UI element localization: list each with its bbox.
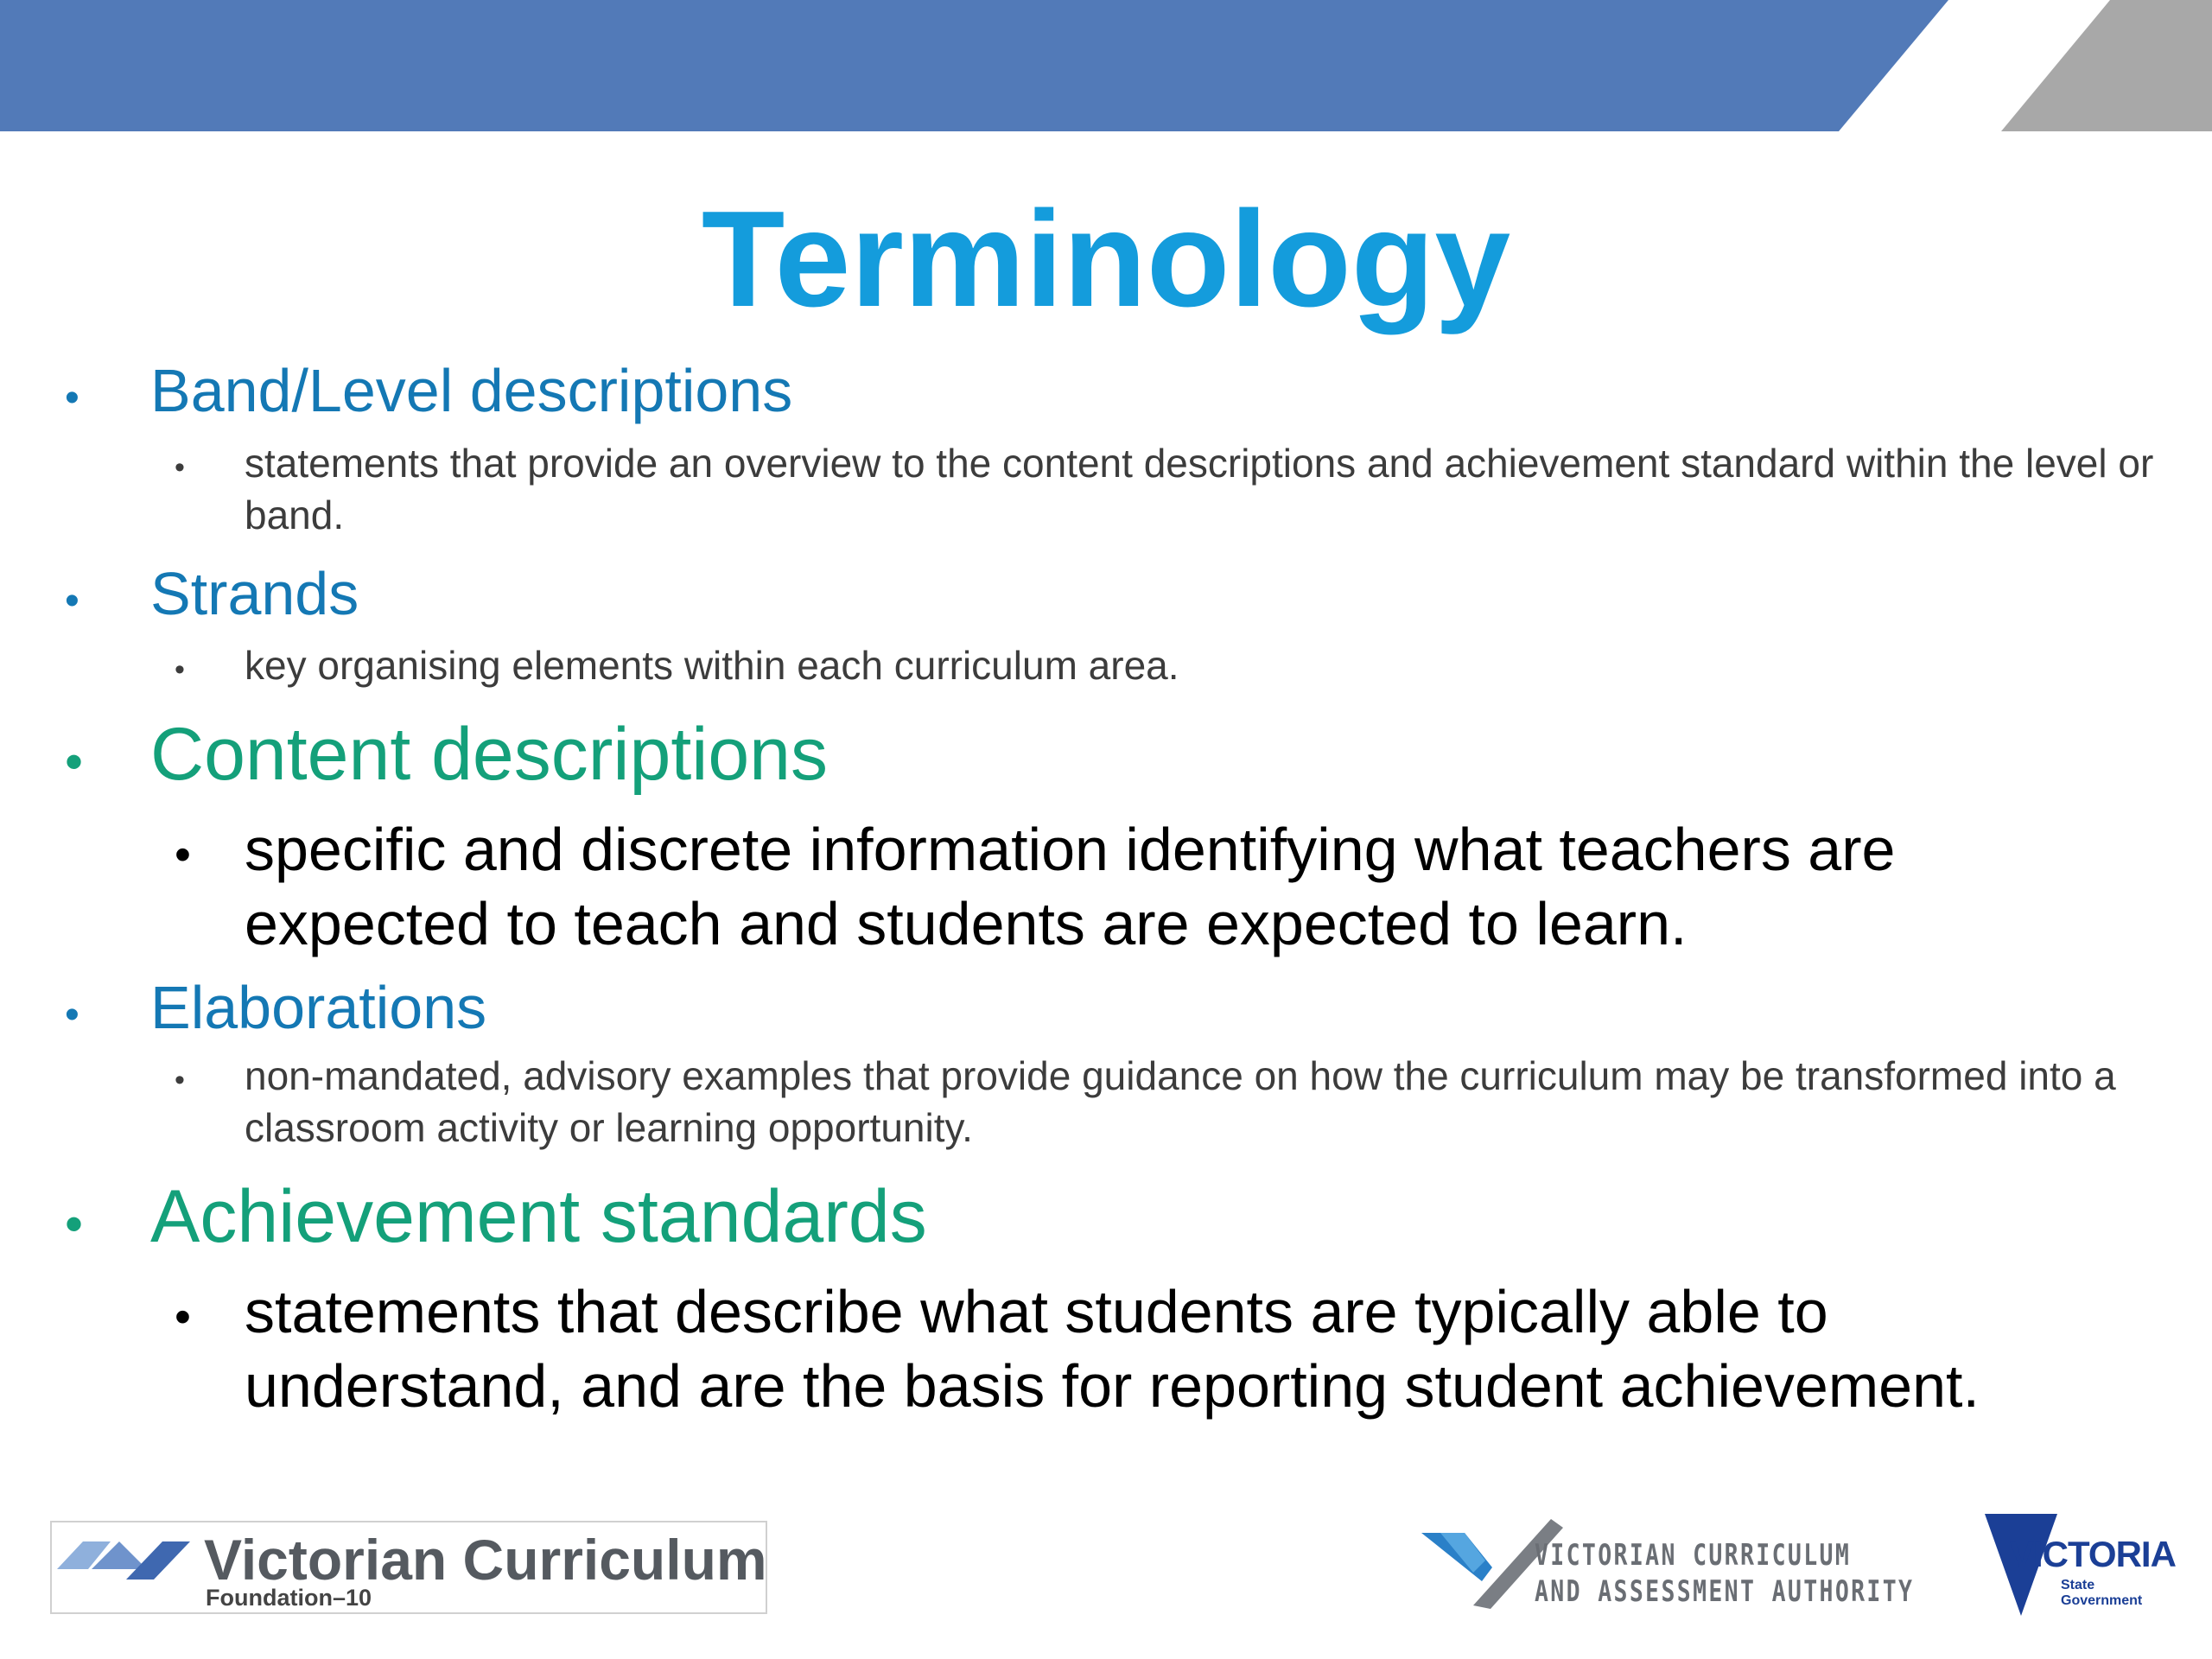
vcaa-logo-line1: VICTORIAN CURRICULUM [1535, 1538, 1852, 1573]
term-definition-text: statements that provide an overview to the content descriptions and achievement standard within the level or band. [245, 441, 2154, 537]
bullet-icon: • [65, 1195, 84, 1253]
term-definition-text: non-mandated, advisory examples that provide guidance on how the curriculum may be transformed into a classroom activity or learning opportunity. [245, 1053, 2116, 1150]
term-heading: Band/Level descriptions [150, 357, 793, 424]
vc-logo-name: Victorian Curriculum [204, 1528, 767, 1592]
bullet-icon: • [175, 1291, 191, 1343]
victoria-logo-word: VICTORIA [2010, 1534, 2176, 1574]
term-definition [175, 1050, 2163, 1154]
vcaa-logo-line2: AND ASSESSMENT AUTHORITY [1535, 1574, 1915, 1609]
term-heading: Elaborations [150, 974, 487, 1041]
bullet-icon: • [65, 992, 79, 1038]
vc-logo-sub: Foundation–10 [206, 1585, 372, 1611]
victoria-logo-state: State [2061, 1578, 2095, 1592]
victoria-logo-sub [2061, 1578, 2142, 1609]
bullet-icon: • [65, 578, 79, 624]
term-heading: Achievement standards [150, 1175, 927, 1258]
term-definition [175, 812, 2128, 961]
victorian-curriculum-logo [50, 1521, 767, 1614]
term-strands [65, 557, 359, 630]
term-definition-text: specific and discrete information identifying what teachers are expected to teach and students are expected to learn. [245, 816, 1896, 957]
bullet-icon: • [65, 733, 84, 791]
bullet-icon: • [175, 829, 191, 880]
bullet-icon: • [175, 1064, 185, 1096]
term-content-descriptions [65, 711, 828, 798]
slide-title: Terminology [701, 183, 1511, 335]
term-definition-text: statements that describe what students are typically able to understand, and are the basis for reporting student achievement. [245, 1278, 1980, 1420]
bullet-icon: • [175, 653, 185, 686]
victoria-logo-government: Government [2061, 1593, 2143, 1608]
term-band-level-descriptions [65, 354, 792, 427]
header-band [0, 0, 2212, 131]
term-definition [175, 437, 2163, 541]
term-heading: Content descriptions [150, 713, 828, 796]
bullet-icon: • [65, 375, 79, 421]
term-achievement-standards [65, 1173, 927, 1260]
term-elaborations [65, 971, 486, 1044]
term-definition-text: key organising elements within each curriculum area. [245, 643, 1179, 688]
term-heading: Strands [150, 560, 359, 627]
bullet-icon: • [175, 451, 185, 484]
term-definition [175, 639, 2163, 691]
term-definition [175, 1274, 2128, 1423]
